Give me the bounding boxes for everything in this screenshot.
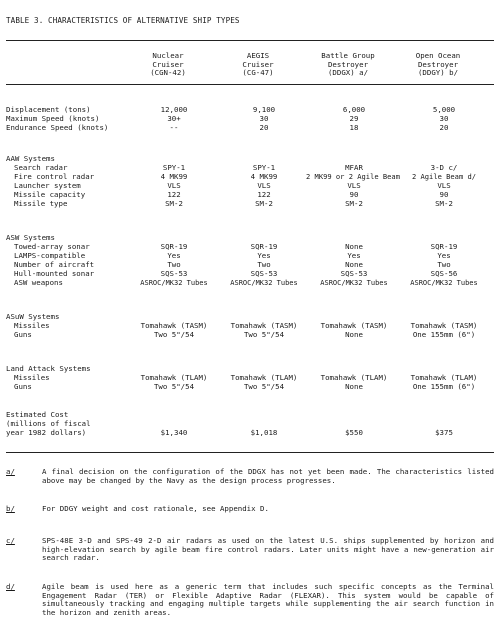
section-heading-asw: ASW Systems [6,233,55,242]
table-row: Number of aircraft Two Two None Two [14,260,451,269]
table-row: Search radar SPY-1 SPY-1 MFAR 3-D c/ [14,163,458,172]
table-row: Launcher system VLS VLS VLS VLS [14,181,451,190]
table-row: Towed-array sonar SQR-19 SQR-19 None SQR-19 [14,242,458,251]
section-heading-aaw: AAW Systems [6,154,55,163]
table-row: Missiles Tomahawk (TASM) Tomahawk (TASM) Tomahawk (TASM) Tomahawk (TASM) [14,321,478,330]
section-heading-asuw: ASuW Systems [6,312,60,321]
table-row: Guns Two 5"/54 Two 5"/54 None One 155mm (6") [14,330,476,339]
section-heading-land-attack: Land Attack Systems [6,364,91,373]
table-row: Missile capacity 122 122 90 90 [14,190,449,199]
table-row: Endurance Speed (knots) -- 20 18 20 [6,123,449,132]
table-row: ASW weapons ASROC/MK32 Tubes ASROC/MK32 Tubes ASROC/MK32 Tubes ASROC/MK32 Tubes [14,278,478,287]
column-header-cgn42: Nuclear Cruiser (CGN-42) [150,51,186,78]
table-row: Maximum Speed (knots) 30+ 30 29 30 [6,114,449,123]
top-rule [6,40,494,41]
document-page: TABLE 3. CHARACTERISTICS OF ALTERNATIVE SHIP TYPES Nuclear Cruiser (CGN-42) AEGIS Cruiser (CG-47) Battle Group Destroyer (DDGX) a/ Open Ocean Destroyer (DDGY) b/ Displacement (tons) 12,000 9,100 6,000 5,000 Maximum Speed (knots) 30+ 30 29 30 Endurance Speed (knots) -- 20 18 20 AAW Systems Search radar SPY-1 SPY-1 MFAR 3-D c/ Fire control radar 4 MK99 4 MK99 2 MK99 or 2 Agile Beam 2 Agile Beam d/ Launcher system VLS VLS VLS VLS Missile capacity 122 122 90 90 Missile type SM-2 SM-2 SM-2 SM-2 ASW Systems Towed-array sonar SQR-19 SQR-19 None SQR-19 LAMPS-compatible Yes Yes Yes Yes Number of aircraft Two Two None Two Hull-mounted sonar SQS-53 SQS-53 SQS-53 SQS-56 ASW weapons ASROC/MK32 Tubes ASROC/MK32 Tubes ASROC/MK32 Tubes ASROC/MK32 Tubes ASuW Systems Missiles Tomahawk (TASM) Tomahawk (TASM) Tomahawk (TASM) Tomahawk (TASM) Guns Two 5"/54 Two 5"/54 None One 155mm (6") Land Attack Systems Missiles Tomahawk (TLAM) Tomahawk (TLAM) Tomahawk (TLAM) Tomahawk (TLAM) Guns Two 5"/54 Two 5"/54 None One 155mm (6") Estimated Cost (millions of fiscal year 1982 dollars) $1,340 $1,018 $550 $375 a/ A final decision on the configuration of the DDGX has not yet been made. The characteristics listed above may be changed by the Navy as the design process progresses. b/ For DDGY weight and cost rationale, see Appendix D. c/ SPS-48E 3-D and SPS-49 2-D air radars as used on the latest U.S. ships supplemented by horizon and high-elevation search by agile beam fire control radars. Later units might have a new-generation air search radar. d/ Agile beam is used here as a generic term that includes such specific concepts as the Terminal Engagement Radar (TER) or Flexible Adaptive Radar (FLEXAR). This system would be capable of simultaneously tracking and engaging multiple targets while supplementing the air search function in the horizon and zenith areas. [6,16,494,617]
bottom-rule [6,452,494,453]
cost-label-line-1: Estimated Cost [6,410,69,419]
table-row: year 1982 dollars) $1,340 $1,018 $550 $375 [6,428,453,437]
table-row: Hull-mounted sonar SQS-53 SQS-53 SQS-53 SQS-56 [14,269,458,278]
cost-label-line-2: (millions of fiscal [6,419,91,428]
table-row: Missile type SM-2 SM-2 SM-2 SM-2 [14,199,453,208]
table-row: Guns Two 5"/54 Two 5"/54 None One 155mm (6") [14,382,476,391]
table-row: Displacement (tons) 12,000 9,100 6,000 5,000 [6,105,456,114]
table-row: Missiles Tomahawk (TLAM) Tomahawk (TLAM) Tomahawk (TLAM) Tomahawk (TLAM) [14,373,478,382]
column-header-cg47: AEGIS Cruiser (CG-47) [242,51,274,78]
column-header-ddgx: Battle Group Destroyer (DDGX) a/ [321,51,375,78]
table-row: Fire control radar 4 MK99 4 MK99 2 MK99 or 2 Agile Beam 2 Agile Beam d/ [14,172,477,181]
table-title: TABLE 3. CHARACTERISTICS OF ALTERNATIVE SHIP TYPES [6,16,240,25]
table-row: LAMPS-compatible Yes Yes Yes Yes [14,251,451,260]
header-rule [6,84,494,85]
column-header-ddgy: Open Ocean Destroyer (DDGY) b/ [415,51,461,78]
